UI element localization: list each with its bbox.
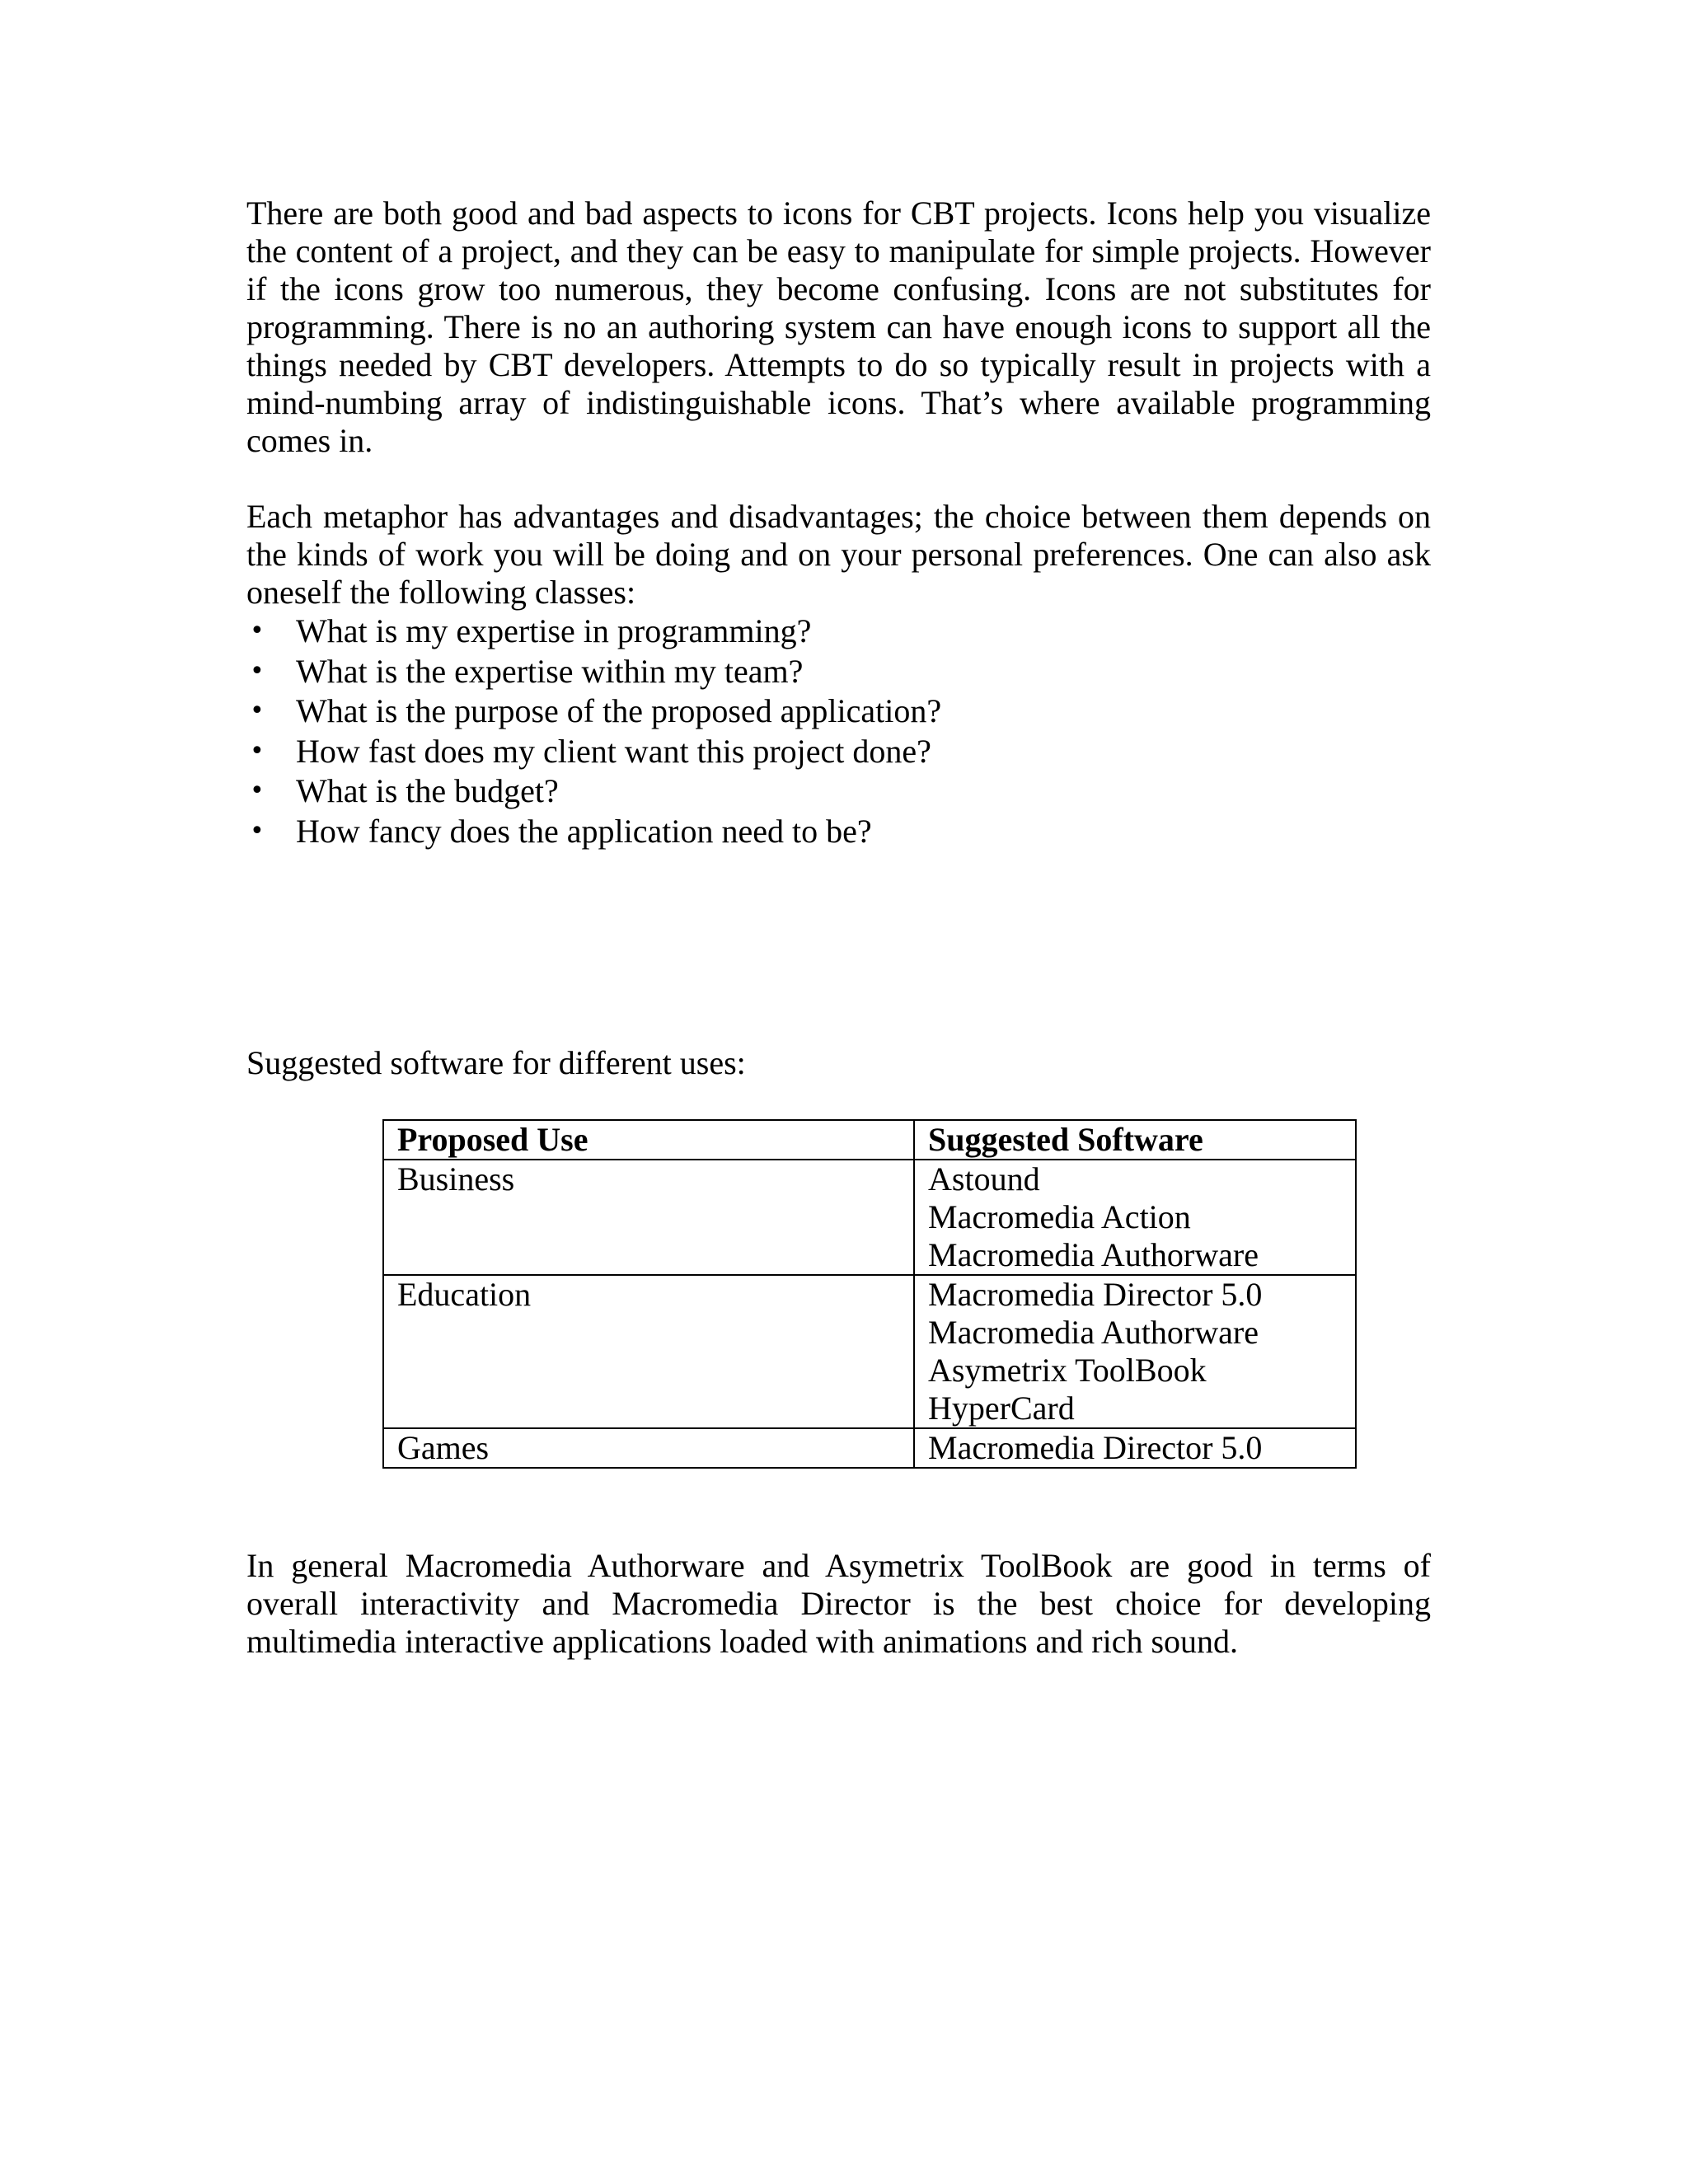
table-row	[383, 1275, 1356, 1428]
software-item: Macromedia Authorware	[928, 1314, 1259, 1351]
software-item: HyperCard	[928, 1390, 1075, 1427]
table-intro: Suggested software for different uses:	[246, 1044, 746, 1081]
software-item: Asymetrix ToolBook	[928, 1352, 1207, 1389]
list-item-text: What is the expertise within my team?	[296, 652, 804, 690]
paragraph-metaphor: Each metaphor has advantages and disadvantages; the choice between them depends on the kinds of work you will be doing and on your personal preferences. One can also ask oneself the following classes:	[246, 498, 1431, 611]
list-item	[246, 812, 1431, 852]
cell-use: Business	[383, 1160, 914, 1275]
bullet-icon: •	[250, 816, 265, 846]
cell-software	[914, 1428, 1356, 1468]
cell-software	[914, 1275, 1356, 1428]
cell-use: Education	[383, 1275, 914, 1428]
software-item: Macromedia Director 5.0	[928, 1276, 1263, 1313]
software-item: Macromedia Authorware	[928, 1236, 1259, 1273]
bullet-icon: •	[250, 616, 265, 645]
list-item-text: How fast does my client want this project done?	[296, 732, 931, 770]
software-table	[382, 1119, 1357, 1469]
cell-software	[914, 1160, 1356, 1275]
bullet-icon: •	[250, 656, 265, 686]
list-item-text: How fancy does the application need to be?	[296, 812, 872, 850]
bullet-icon: •	[250, 776, 265, 806]
software-item: Macromedia Action	[928, 1198, 1191, 1235]
table-row	[383, 1160, 1356, 1275]
list-item	[246, 691, 1431, 732]
software-item: Macromedia Director 5.0	[928, 1429, 1263, 1466]
header-proposed-use: Proposed Use	[383, 1120, 914, 1160]
bullet-icon: •	[250, 696, 265, 726]
list-item-text: What is my expertise in programming?	[296, 612, 812, 649]
question-list	[246, 612, 1431, 852]
table-row	[383, 1428, 1356, 1468]
paragraph-closing: In general Macromedia Authorware and Asymetrix ToolBook are good in terms of overall interactivity and Macromedia Director is the best choice for developing multimedia interactive applications loaded with animations and rich sound.	[246, 1547, 1431, 1660]
list-item-text: What is the purpose of the proposed application?	[296, 692, 942, 730]
cell-use: Games	[383, 1428, 914, 1468]
list-item	[246, 771, 1431, 812]
software-item: Astound	[928, 1160, 1040, 1197]
table-header-row	[383, 1120, 1356, 1160]
header-suggested-software: Suggested Software	[914, 1120, 1356, 1160]
document-body	[246, 194, 1431, 852]
paragraph-icons: There are both good and bad aspects to icons for CBT projects. Icons help you visualize the content of a project, and they can be easy to manipulate for simple projects. However if the icons grow too numerous, they become confusing. Icons are not substitutes for programming. There is no an authoring system can have enough icons to support all the things needed by CBT developers. Attempts to do so typically result in projects with a mind-numbing array of indistinguishable icons. That’s where available programming comes in.	[246, 194, 1431, 459]
list-item	[246, 732, 1431, 772]
list-item	[246, 652, 1431, 692]
list-item	[246, 612, 1431, 652]
list-item-text: What is the budget?	[296, 772, 559, 810]
bullet-icon: •	[250, 736, 265, 766]
